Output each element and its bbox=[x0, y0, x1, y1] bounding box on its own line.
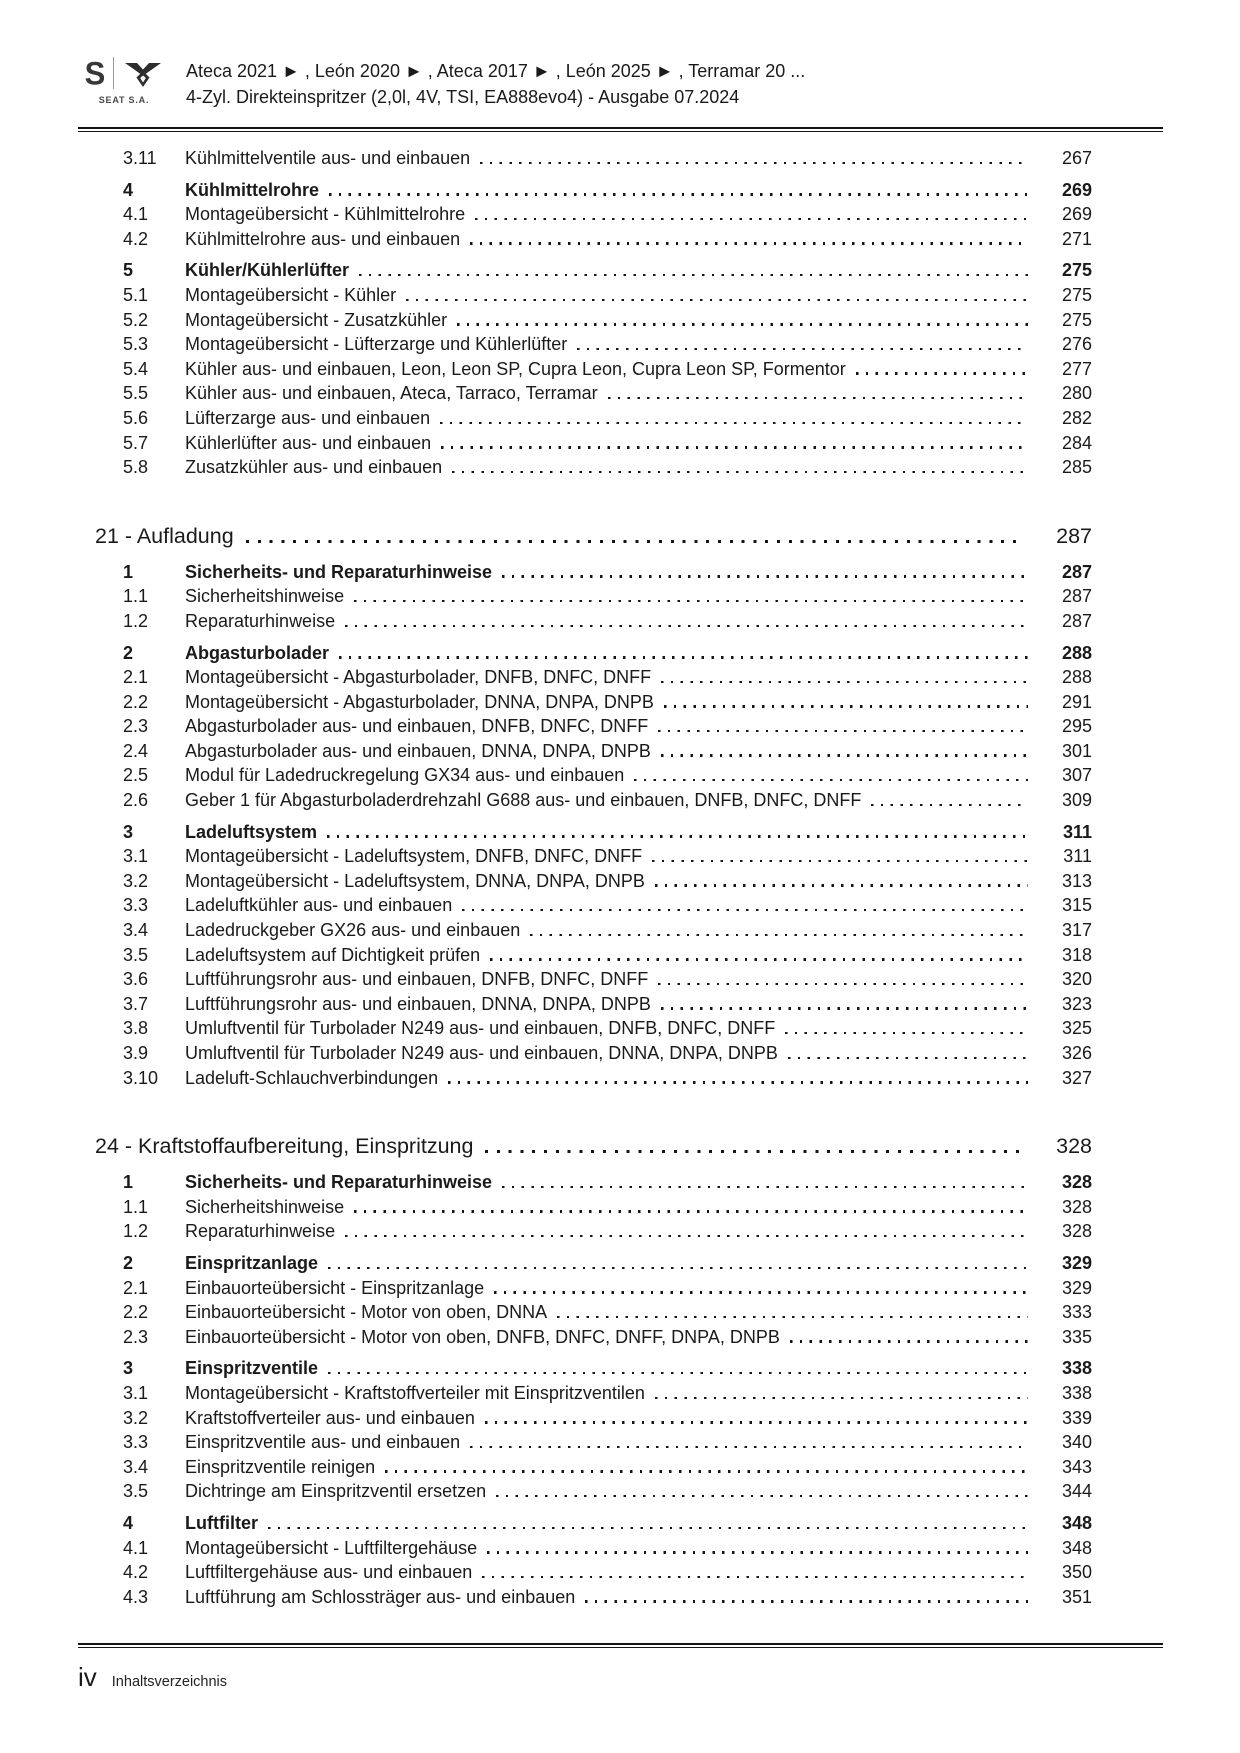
toc-entry-title: Montageübersicht - Luftfiltergehäuse bbox=[185, 1537, 478, 1558]
header-rule bbox=[78, 127, 1163, 132]
dot-leader bbox=[661, 754, 1028, 756]
dot-leader bbox=[661, 1007, 1028, 1009]
toc-entry-number: 3.4 bbox=[123, 920, 149, 941]
dot-leader bbox=[327, 835, 1028, 837]
toc-entry[interactable] bbox=[0, 967, 1092, 992]
toc-entry-number: 3.3 bbox=[123, 1432, 149, 1453]
toc-entry-number: 1.2 bbox=[123, 1221, 149, 1242]
toc-entry[interactable] bbox=[0, 1016, 1092, 1041]
toc-entry[interactable] bbox=[0, 258, 1092, 283]
toc-entry[interactable] bbox=[0, 283, 1092, 308]
toc-entry-number: 5 bbox=[123, 260, 134, 281]
toc-entry[interactable] bbox=[0, 763, 1092, 788]
toc-entry-number: 4.1 bbox=[123, 1537, 149, 1558]
toc-entry[interactable] bbox=[0, 381, 1092, 406]
dot-leader bbox=[490, 958, 1028, 960]
toc-entry[interactable] bbox=[0, 918, 1092, 943]
dot-leader bbox=[470, 1446, 1028, 1448]
toc-entry[interactable] bbox=[0, 332, 1092, 357]
page-header bbox=[78, 54, 1163, 110]
toc-entry-page: 307 bbox=[1061, 765, 1092, 786]
page-footer bbox=[78, 1662, 227, 1692]
toc-entry-title: Abgasturbolader aus- und einbauen, DNFB, DNFC, DNFF bbox=[185, 716, 649, 737]
toc-chapter[interactable] bbox=[0, 1131, 1092, 1161]
footer-section-label: Inhaltsverzeichnis bbox=[111, 1674, 228, 1690]
toc-entry-page: 277 bbox=[1061, 358, 1092, 379]
toc-entry-number: 5.5 bbox=[123, 383, 149, 404]
toc-entry-title: Kühler aus- und einbauen, Leon, Leon SP, Cupra Leon, Cupra Leon SP, Formentor bbox=[185, 358, 846, 379]
toc-entry-number: 4.3 bbox=[123, 1586, 149, 1607]
toc-entry-title: Reparaturhinweise bbox=[185, 610, 336, 631]
toc-entry-title: Zusatzkühler aus- und einbauen bbox=[185, 457, 443, 478]
toc-entry[interactable] bbox=[0, 893, 1092, 918]
toc-entry-title: Sicherheits- und Reparaturhinweise bbox=[185, 561, 493, 582]
toc-entry[interactable] bbox=[0, 690, 1092, 715]
dot-leader bbox=[452, 471, 1028, 473]
toc-entry[interactable] bbox=[0, 308, 1092, 333]
toc-entry-title: Abgasturbolader aus- und einbauen, DNNA, DNPA, DNPB bbox=[185, 740, 651, 761]
toc-entry-page: 329 bbox=[1061, 1277, 1092, 1298]
dot-leader bbox=[664, 705, 1028, 707]
toc-entry-title: Umluftventil für Turbolader N249 aus- und einbauen, DNNA, DNPA, DNPB bbox=[185, 1043, 778, 1063]
dot-leader bbox=[871, 804, 1028, 806]
toc-entry-number: 3.2 bbox=[123, 1407, 149, 1428]
toc-entry-title: Sicherheitshinweise bbox=[185, 586, 345, 607]
dot-leader bbox=[354, 600, 1028, 602]
toc-entry-title: Montageübersicht - Abgasturbolader, DNNA, DNPA, DNPB bbox=[185, 691, 654, 712]
toc-entry-number: 2 bbox=[123, 1252, 134, 1273]
dot-leader bbox=[328, 1267, 1028, 1269]
toc-chapter-title: 21 - Aufladung bbox=[95, 523, 234, 548]
toc-entry-title: Reparaturhinweise bbox=[185, 1221, 336, 1242]
dot-leader bbox=[661, 681, 1028, 683]
toc-entry-page: 333 bbox=[1061, 1302, 1092, 1323]
toc-entry-title: Luftführungsrohr aus- und einbauen, DNFB, DNFC, DNFF bbox=[185, 969, 649, 990]
dot-leader bbox=[448, 1081, 1028, 1083]
toc-entry-number: 4 bbox=[123, 1512, 134, 1533]
toc-entry[interactable] bbox=[0, 1300, 1092, 1325]
dot-leader bbox=[658, 983, 1028, 985]
page-number-label: iv bbox=[78, 1662, 97, 1692]
dot-leader bbox=[496, 1495, 1028, 1497]
toc-entry-number: 3.7 bbox=[123, 993, 149, 1014]
toc-entry[interactable] bbox=[0, 1381, 1092, 1406]
dot-leader bbox=[462, 909, 1028, 911]
toc-entry[interactable] bbox=[0, 1219, 1092, 1244]
dot-leader bbox=[480, 162, 1028, 164]
toc-entry-number: 3.10 bbox=[123, 1067, 159, 1088]
toc-entry-number: 3.6 bbox=[123, 969, 149, 990]
toc-entry-page: 267 bbox=[1061, 148, 1092, 168]
toc-entry[interactable] bbox=[0, 178, 1092, 203]
toc-entry-page: 309 bbox=[1061, 790, 1092, 811]
toc-entry-number: 5.8 bbox=[123, 457, 149, 478]
toc-entry-title: Ladeluft-Schlauchverbindungen bbox=[185, 1067, 439, 1088]
toc-entry-page: 320 bbox=[1061, 969, 1092, 990]
toc-entry[interactable] bbox=[0, 431, 1092, 456]
title-engine-line: 4-Zyl. Direkteinspritzer (2,0l, 4V, TSI, EA888evo4) - Ausgabe 07.2024 bbox=[186, 87, 740, 107]
toc-entry-title: Montageübersicht - Ladeluftsystem, DNFB, DNFC, DNFF bbox=[185, 846, 643, 867]
toc-entry-number: 1 bbox=[123, 561, 134, 582]
title-models-line: Ateca 2021 ► , León 2020 ► , Ateca 2017 ► , León 2025 ► , Terramar 20 ... bbox=[186, 61, 806, 81]
toc-entry-page: 315 bbox=[1061, 895, 1092, 916]
toc-entry-page: 287 bbox=[1061, 610, 1092, 631]
toc-entry-title: Einbauorteübersicht - Einspritzanlage bbox=[185, 1277, 485, 1298]
toc-entry-title: Einbauorteübersicht - Motor von oben, DNNA bbox=[185, 1302, 548, 1323]
toc-entry[interactable] bbox=[0, 1325, 1092, 1350]
toc-entry-number: 4.1 bbox=[123, 204, 149, 225]
toc-entry-title: Sicherheitshinweise bbox=[185, 1196, 345, 1217]
dot-leader bbox=[585, 1600, 1028, 1602]
toc-entry-page: 288 bbox=[1061, 642, 1092, 663]
toc-entry-page: 340 bbox=[1061, 1432, 1092, 1453]
toc-entry-page: 351 bbox=[1061, 1586, 1092, 1607]
toc-entry-page: 275 bbox=[1061, 309, 1092, 330]
dot-leader bbox=[577, 348, 1028, 350]
toc-entry-title: Ladeluftsystem bbox=[185, 821, 318, 842]
toc-entry-page: 326 bbox=[1061, 1043, 1092, 1063]
dot-leader bbox=[530, 934, 1028, 936]
toc-entry-number: 4.2 bbox=[123, 1562, 149, 1583]
dot-leader bbox=[608, 397, 1028, 399]
dot-leader bbox=[470, 242, 1028, 244]
toc-entry-page: 288 bbox=[1061, 667, 1092, 688]
dot-leader bbox=[406, 299, 1028, 301]
logo-divider bbox=[113, 57, 114, 89]
dot-leader bbox=[557, 1316, 1028, 1318]
toc-entry-number: 5.6 bbox=[123, 407, 149, 428]
toc-entry-page: 284 bbox=[1061, 432, 1092, 453]
toc-entry-number: 3.1 bbox=[123, 846, 149, 867]
toc-entry[interactable] bbox=[0, 992, 1092, 1017]
toc-entry-title: Umluftventil für Turbolader N249 aus- und einbauen, DNFB, DNFC, DNFF bbox=[185, 1018, 776, 1039]
dot-leader bbox=[655, 884, 1028, 886]
toc-entry[interactable] bbox=[0, 1251, 1092, 1276]
dot-leader bbox=[634, 779, 1028, 781]
toc-entry[interactable] bbox=[0, 1585, 1092, 1610]
dot-leader bbox=[385, 1470, 1028, 1472]
cupra-logo-icon bbox=[123, 56, 163, 90]
toc-entry[interactable] bbox=[0, 1455, 1092, 1480]
footer-rule bbox=[78, 1643, 1163, 1648]
toc-entry-number: 2.2 bbox=[123, 1302, 149, 1323]
toc-entry-title: Montageübersicht - Ladeluftsystem, DNNA, DNPA, DNPB bbox=[185, 870, 645, 891]
toc-entry[interactable] bbox=[0, 844, 1092, 869]
dot-leader bbox=[856, 372, 1028, 374]
toc-entry-page: 350 bbox=[1061, 1562, 1092, 1583]
toc-entry[interactable] bbox=[0, 1356, 1092, 1381]
toc-entry-title: Ladeluftkühler aus- und einbauen bbox=[185, 895, 453, 916]
toc-entry[interactable] bbox=[0, 455, 1092, 480]
toc-entry-number: 5.7 bbox=[123, 432, 149, 453]
toc-entry-page: 276 bbox=[1061, 334, 1092, 355]
toc-entry-number: 3.8 bbox=[123, 1018, 149, 1039]
toc-entry[interactable] bbox=[0, 714, 1092, 739]
toc-entry-title: Montageübersicht - Kühlmittelrohre bbox=[185, 204, 466, 225]
toc-entry-page: 338 bbox=[1061, 1358, 1092, 1379]
toc-entry-number: 2.5 bbox=[123, 765, 149, 786]
toc-entry-number: 2.1 bbox=[123, 667, 149, 688]
toc-entry-title: Kühlmittelrohre aus- und einbauen bbox=[185, 228, 461, 249]
toc-entry[interactable] bbox=[0, 1560, 1092, 1585]
toc-entry[interactable] bbox=[0, 820, 1092, 845]
toc-entry-title: Einbauorteübersicht - Motor von oben, DNFB, DNFC, DNFF, DNPA, DNPB bbox=[185, 1326, 780, 1347]
toc-entry[interactable] bbox=[0, 1406, 1092, 1431]
toc-entry-number: 5.4 bbox=[123, 358, 149, 379]
toc-entry-title: Montageübersicht - Kraftstoffverteiler mit Einspritzventilen bbox=[185, 1382, 645, 1403]
toc-entry-number: 3.2 bbox=[123, 870, 149, 891]
dot-leader bbox=[485, 1150, 1025, 1153]
toc-entry[interactable] bbox=[0, 227, 1092, 252]
toc-entry-title: Sicherheits- und Reparaturhinweise bbox=[185, 1172, 493, 1193]
toc-entry[interactable] bbox=[0, 1536, 1092, 1561]
toc-entry-page: 343 bbox=[1061, 1456, 1092, 1477]
toc-entry-title: Kühlmittelrohre bbox=[185, 179, 320, 200]
toc-entry[interactable] bbox=[0, 739, 1092, 764]
toc-entry-number: 2.6 bbox=[123, 790, 149, 811]
toc-entry-page: 295 bbox=[1061, 716, 1092, 737]
dot-leader bbox=[485, 1421, 1028, 1423]
toc-entry[interactable] bbox=[0, 146, 1092, 171]
toc-entry[interactable] bbox=[0, 560, 1092, 585]
dot-leader bbox=[345, 1235, 1028, 1237]
toc-entry-number: 2.1 bbox=[123, 1277, 149, 1298]
toc-entry-page: 338 bbox=[1061, 1382, 1092, 1403]
toc-entry[interactable] bbox=[0, 788, 1092, 813]
toc-entry[interactable] bbox=[0, 1195, 1092, 1220]
toc-chapter-page: 287 bbox=[1056, 523, 1092, 548]
dot-leader bbox=[441, 446, 1028, 448]
toc-entry-page: 318 bbox=[1061, 944, 1092, 965]
toc-entry[interactable] bbox=[0, 641, 1092, 666]
toc-entry[interactable] bbox=[0, 406, 1092, 431]
toc-entry-page: 344 bbox=[1061, 1481, 1092, 1502]
toc-entry-page: 269 bbox=[1061, 204, 1092, 225]
toc-entry-title: Luftführungsrohr aus- und einbauen, DNNA, DNPA, DNPB bbox=[185, 993, 651, 1014]
brand-caption: SEAT S.A. bbox=[98, 95, 150, 105]
toc-entry-title: Einspritzanlage bbox=[185, 1252, 319, 1273]
toc-entry-page: 335 bbox=[1061, 1326, 1092, 1347]
toc-entry-title: Luftführung am Schlossträger aus- und einbauen bbox=[185, 1586, 576, 1607]
dot-leader bbox=[345, 625, 1028, 627]
toc-entry[interactable] bbox=[0, 1066, 1092, 1091]
dot-leader bbox=[487, 1551, 1028, 1553]
toc-entry-title: Kühlerlüfter aus- und einbauen bbox=[185, 432, 432, 453]
brand-block bbox=[78, 54, 170, 110]
dot-leader bbox=[502, 1186, 1028, 1188]
dot-leader bbox=[790, 1340, 1028, 1342]
toc-entry-number: 2.4 bbox=[123, 740, 149, 761]
dot-leader bbox=[329, 193, 1028, 195]
toc-entry-page: 317 bbox=[1061, 920, 1092, 941]
toc-entry-title: Geber 1 für Abgasturboladerdrehzahl G688 aus- und einbauen, DNFB, DNFC, DNFF bbox=[185, 790, 862, 811]
document-title bbox=[186, 54, 805, 110]
toc-chapter[interactable] bbox=[0, 521, 1092, 551]
toc-entry-number: 2.2 bbox=[123, 691, 149, 712]
toc-entry-number: 3.1 bbox=[123, 1382, 149, 1403]
toc-entry-page: 275 bbox=[1061, 260, 1092, 281]
toc-entry-title: Modul für Ladedruckregelung GX34 aus- und einbauen bbox=[185, 765, 625, 786]
toc-entry[interactable] bbox=[0, 943, 1092, 968]
toc-entry[interactable] bbox=[0, 869, 1092, 894]
toc-entry-title: Dichtringe am Einspritzventil ersetzen bbox=[185, 1481, 487, 1502]
toc-entry-number: 4 bbox=[123, 179, 134, 200]
toc-entry-number: 5.3 bbox=[123, 334, 149, 355]
toc-entry-page: 285 bbox=[1061, 457, 1092, 478]
toc-entry-number: 2 bbox=[123, 642, 134, 663]
toc-entry[interactable] bbox=[0, 1276, 1092, 1301]
toc-entry-number: 3.9 bbox=[123, 1043, 149, 1063]
dot-leader bbox=[268, 1527, 1028, 1529]
toc-chapter-page: 328 bbox=[1056, 1134, 1092, 1159]
dot-leader bbox=[652, 860, 1028, 862]
toc-entry-page: 328 bbox=[1061, 1172, 1092, 1193]
toc-entry-title: Ladedruckgeber GX26 aus- und einbauen bbox=[185, 920, 521, 941]
toc-entry-title: Kühlmittelventile aus- und einbauen bbox=[185, 148, 471, 168]
dot-leader bbox=[339, 656, 1028, 658]
toc-entry-page: 325 bbox=[1061, 1018, 1092, 1039]
dot-leader bbox=[354, 1210, 1028, 1212]
dot-leader bbox=[328, 1372, 1028, 1374]
toc-entry-title: Luftfilter bbox=[185, 1512, 258, 1533]
toc-entry-page: 287 bbox=[1061, 561, 1092, 582]
toc-entry[interactable] bbox=[0, 609, 1092, 634]
toc-entry-page: 323 bbox=[1061, 993, 1092, 1014]
toc-entry-number: 3.3 bbox=[123, 895, 149, 916]
toc-entry-page: 271 bbox=[1061, 228, 1092, 249]
toc-entry-page: 348 bbox=[1061, 1512, 1092, 1533]
dot-leader bbox=[658, 730, 1028, 732]
toc-entry-page: 339 bbox=[1061, 1407, 1092, 1428]
dot-leader bbox=[246, 540, 1025, 543]
dot-leader bbox=[655, 1397, 1028, 1399]
seat-logo-icon: S bbox=[84, 54, 105, 92]
toc-entry-page: 287 bbox=[1061, 586, 1092, 607]
toc-entry-number: 1.1 bbox=[123, 586, 149, 607]
dot-leader bbox=[475, 218, 1028, 220]
toc-entry-number: 3 bbox=[123, 821, 134, 842]
dot-leader bbox=[494, 1291, 1028, 1293]
toc-entry-title: Einspritzventile bbox=[185, 1358, 319, 1379]
toc-entry-page: 311 bbox=[1062, 821, 1092, 842]
toc-entry-page: 328 bbox=[1061, 1221, 1092, 1242]
toc-entry[interactable] bbox=[0, 1430, 1092, 1455]
toc-entry-title: Montageübersicht - Zusatzkühler bbox=[185, 309, 448, 330]
toc-entry-title: Montageübersicht - Abgasturbolader, DNFB, DNFC, DNFF bbox=[185, 667, 652, 688]
toc-entry[interactable] bbox=[0, 1170, 1092, 1195]
toc-entry-number: 3.5 bbox=[123, 1481, 149, 1502]
dot-leader bbox=[785, 1032, 1028, 1034]
toc-entry-number: 3 bbox=[123, 1358, 134, 1379]
toc-entry-page: 313 bbox=[1061, 870, 1092, 891]
dot-leader bbox=[502, 575, 1028, 577]
toc-entry-number: 1.1 bbox=[123, 1196, 149, 1217]
toc-entry[interactable] bbox=[0, 357, 1092, 382]
toc-entry-page: 328 bbox=[1061, 1196, 1092, 1217]
toc-entry-title: Lüfterzarge aus- und einbauen bbox=[185, 407, 431, 428]
toc-entry-number: 2.3 bbox=[123, 1326, 149, 1347]
toc-entry-title: Kühler aus- und einbauen, Ateca, Tarraco, Terramar bbox=[185, 383, 598, 404]
toc-entry-page: 282 bbox=[1061, 407, 1092, 428]
toc-entry-number: 2.3 bbox=[123, 716, 149, 737]
toc-entry[interactable] bbox=[0, 202, 1092, 227]
toc-entry-number: 3.4 bbox=[123, 1456, 149, 1477]
toc-entry-page: 291 bbox=[1061, 691, 1092, 712]
toc-entry-title: Kühler/Kühlerlüfter bbox=[185, 260, 350, 281]
toc-entry-title: Einspritzventile reinigen bbox=[185, 1456, 376, 1477]
dot-leader bbox=[359, 274, 1028, 276]
toc-chapter-title: 24 - Kraftstoffaufbereitung, Einspritzung bbox=[95, 1134, 474, 1159]
toc-entry[interactable] bbox=[0, 1479, 1092, 1504]
toc-entry-title: Abgasturbolader bbox=[185, 642, 330, 663]
toc-entry-page: 269 bbox=[1061, 179, 1092, 200]
toc-entry[interactable] bbox=[0, 1041, 1092, 1066]
toc-entry-page: 311 bbox=[1063, 846, 1092, 867]
toc-entry-title: Einspritzventile aus- und einbauen bbox=[185, 1432, 461, 1453]
dot-leader bbox=[788, 1057, 1028, 1059]
toc-entry-page: 301 bbox=[1061, 740, 1092, 761]
dot-leader bbox=[440, 422, 1028, 424]
toc-entry-title: Luftfiltergehäuse aus- und einbauen bbox=[185, 1562, 473, 1583]
toc-entry-page: 329 bbox=[1061, 1252, 1092, 1273]
dot-leader bbox=[457, 323, 1028, 325]
toc-entry-number: 3.5 bbox=[123, 944, 149, 965]
toc-entry[interactable] bbox=[0, 1511, 1092, 1536]
toc-entry-number: 1.2 bbox=[123, 610, 149, 631]
toc-entry-title: Ladeluftsystem auf Dichtigkeit prüfen bbox=[185, 944, 481, 965]
toc-entry[interactable] bbox=[0, 584, 1092, 609]
toc-entry-number: 3.11 bbox=[123, 148, 157, 168]
toc-entry-number: 5.1 bbox=[123, 284, 149, 305]
toc-entry-number: 4.2 bbox=[123, 228, 149, 249]
toc-entry-title: Montageübersicht - Kühler bbox=[185, 284, 397, 305]
dot-leader bbox=[482, 1576, 1028, 1578]
toc-entry-page: 280 bbox=[1061, 383, 1092, 404]
toc-entry-number: 1 bbox=[123, 1172, 134, 1193]
toc-entry-number: 5.2 bbox=[123, 309, 149, 330]
toc-entry-title: Montageübersicht - Lüfterzarge und Kühlerlüfter bbox=[185, 334, 568, 355]
toc-entry-page: 348 bbox=[1061, 1537, 1092, 1558]
table-of-contents bbox=[0, 146, 1240, 1609]
toc-entry-title: Kraftstoffverteiler aus- und einbauen bbox=[185, 1407, 475, 1428]
toc-entry-page: 327 bbox=[1061, 1067, 1092, 1088]
toc-entry-page: 275 bbox=[1061, 284, 1092, 305]
toc-entry[interactable] bbox=[0, 665, 1092, 690]
